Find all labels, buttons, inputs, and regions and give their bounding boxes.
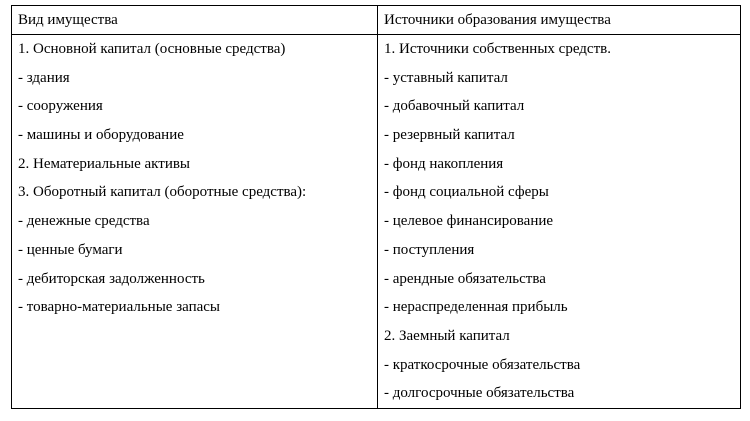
list-item: - товарно-материальные запасы [18, 299, 221, 316]
list-item: - ценные бумаги [18, 241, 123, 258]
header-row [12, 6, 741, 35]
list-item: - фонд социальной сферы [384, 184, 549, 201]
header-property-type: Вид имущества [12, 6, 378, 35]
list-item: - добавочный капитал [384, 98, 525, 115]
list-item: - уставный капитал [384, 69, 508, 86]
list-item: - сооружения [18, 98, 103, 115]
list-item: 2. Нематериальные активы [18, 155, 191, 172]
property-sources-cell [378, 35, 741, 409]
header-property-sources: Источники образования имущества [378, 6, 741, 35]
list-item: - нераспределенная прибыль [384, 299, 568, 316]
list-item: 1. Основной капитал (основные средства) [18, 41, 286, 57]
property-sources-table [11, 5, 741, 409]
list-item: - долгосрочные обязательства [384, 385, 575, 402]
list-item: - резервный капитал [384, 127, 515, 144]
list-item: - арендные обязательства [384, 270, 546, 287]
list-item: - дебиторская задолженность [18, 270, 205, 287]
list-item: - машины и оборудование [18, 127, 184, 144]
list-item: - здания [18, 69, 70, 86]
list-item: - поступления [384, 241, 475, 258]
body-row [12, 35, 741, 409]
list-item: 1. Источники собственных средств. [384, 41, 611, 57]
list-item: - краткосрочные обязательства [384, 356, 581, 373]
list-item: - фонд накопления [384, 155, 504, 172]
property-types-cell [12, 35, 378, 409]
list-item: 3. Оборотный капитал (оборотные средства): [18, 184, 307, 201]
list-item: - целевое финансирование [384, 213, 554, 230]
list-item: 2. Заемный капитал [384, 327, 510, 344]
list-item: - денежные средства [18, 213, 150, 230]
